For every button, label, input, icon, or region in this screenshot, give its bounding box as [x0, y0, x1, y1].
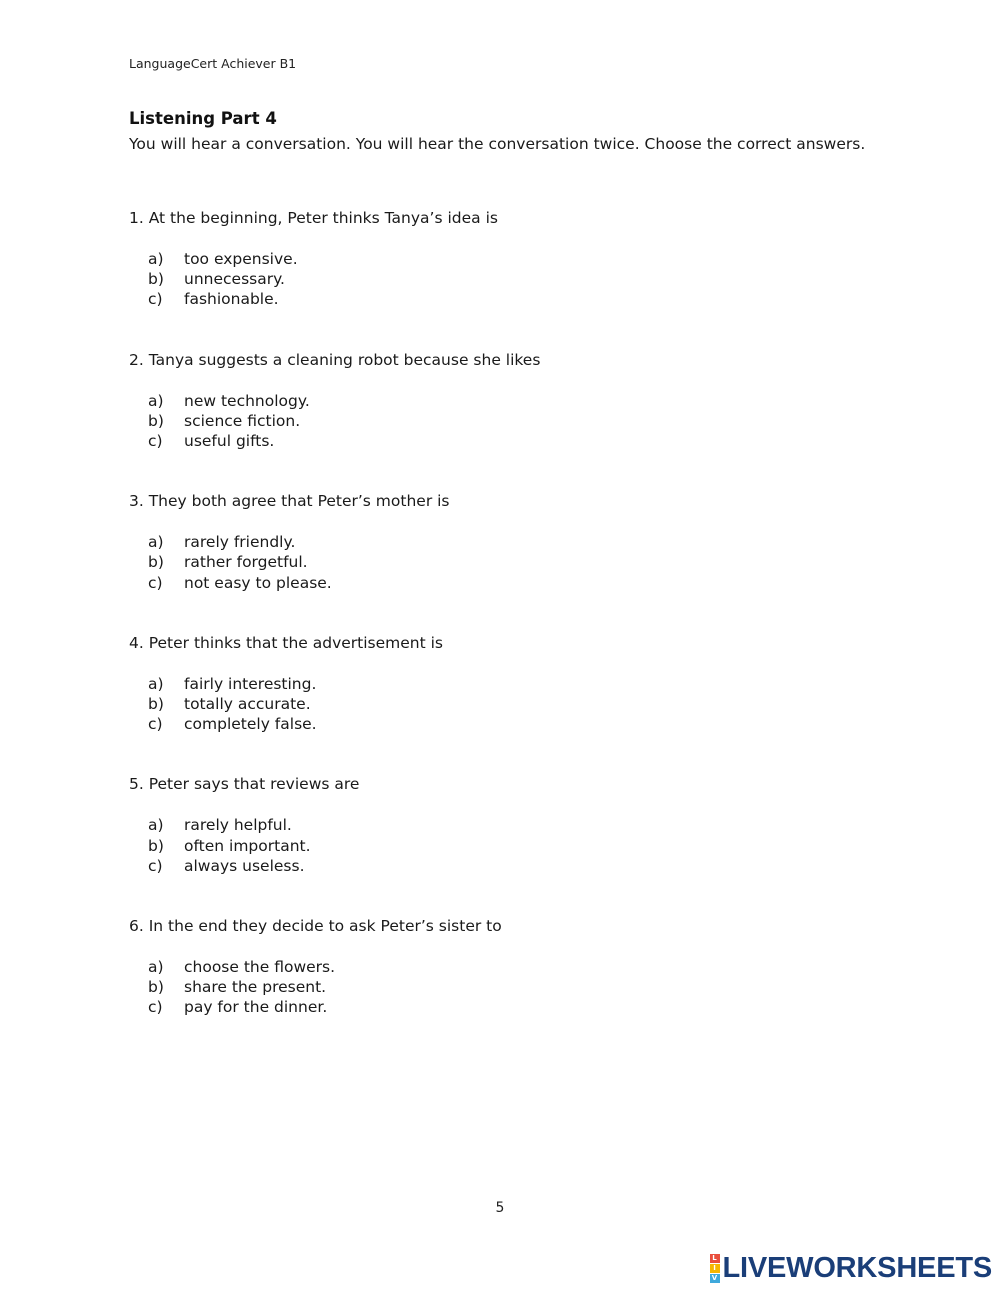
- option-text: rather forgetful.: [184, 553, 308, 572]
- answer-option[interactable]: [129, 269, 829, 289]
- logo-blocks: [710, 1254, 720, 1283]
- answer-option[interactable]: [129, 714, 829, 734]
- option-text: often important.: [184, 836, 311, 855]
- question-text: 6. In the end they decide to ask Peter’s sister to: [129, 917, 502, 935]
- option-text: not easy to please.: [184, 573, 332, 592]
- answer-option[interactable]: [129, 431, 829, 451]
- question-text: 2. Tanya suggests a cleaning robot because she likes: [129, 350, 541, 369]
- answer-option[interactable]: [129, 957, 829, 977]
- answer-option[interactable]: [129, 856, 829, 876]
- answer-options: [129, 674, 829, 735]
- option-text: choose the flowers.: [184, 958, 336, 976]
- question-4: [129, 633, 829, 735]
- option-letter: a): [148, 958, 164, 976]
- option-letter: b): [148, 978, 164, 997]
- answer-option[interactable]: [129, 815, 829, 835]
- answer-options: [129, 532, 829, 593]
- question-1: [129, 208, 829, 310]
- question-text: 4. Peter thinks that the advertisement is: [129, 633, 443, 652]
- option-letter: a): [148, 816, 164, 835]
- option-letter: a): [148, 674, 164, 693]
- answer-option[interactable]: [129, 411, 829, 431]
- logo-block: I: [710, 1264, 720, 1273]
- answer-option[interactable]: [129, 391, 829, 411]
- answer-option[interactable]: [129, 977, 829, 997]
- liveworksheets-logo: [710, 1253, 993, 1283]
- option-letter: c): [148, 431, 163, 450]
- option-text: rarely helpful.: [184, 816, 292, 835]
- option-letter: c): [148, 856, 163, 875]
- option-letter: b): [148, 694, 164, 713]
- answer-option[interactable]: [129, 532, 829, 552]
- answer-option[interactable]: [129, 289, 829, 309]
- option-text: too expensive.: [184, 250, 298, 268]
- question-6: [129, 916, 829, 1018]
- question-text: 1. At the beginning, Peter thinks Tanya’s idea is: [129, 209, 498, 227]
- answer-options: [129, 815, 829, 876]
- answer-option[interactable]: [129, 836, 829, 856]
- option-text: new technology.: [184, 391, 310, 410]
- option-text: pay for the dinner.: [184, 998, 328, 1017]
- option-letter: b): [148, 270, 164, 289]
- option-text: rarely friendly.: [184, 533, 296, 552]
- logo-block: L: [710, 1254, 720, 1263]
- option-letter: b): [148, 411, 164, 430]
- running-header: LanguageCert Achiever B1: [129, 56, 297, 71]
- section-title: Listening Part 4: [129, 109, 277, 128]
- option-letter: a): [148, 533, 164, 552]
- section-instructions: You will hear a conversation. You will hear the conversation twice. Choose the correct answers.: [129, 135, 866, 153]
- logo-block: V: [710, 1274, 720, 1283]
- question-2: [129, 350, 829, 452]
- question-text: 5. Peter says that reviews are: [129, 775, 360, 794]
- option-text: unnecessary.: [184, 270, 285, 289]
- option-letter: a): [148, 250, 164, 268]
- page-number: 5: [495, 1200, 505, 1216]
- option-letter: b): [148, 553, 164, 572]
- option-text: fairly interesting.: [184, 674, 317, 693]
- option-letter: a): [148, 391, 164, 410]
- option-text: fashionable.: [184, 290, 279, 309]
- option-letter: c): [148, 998, 163, 1017]
- option-letter: c): [148, 573, 163, 592]
- answer-option[interactable]: [129, 573, 829, 593]
- answer-option[interactable]: [129, 552, 829, 572]
- question-5: [129, 774, 829, 876]
- question-text: 3. They both agree that Peter’s mother is: [129, 492, 450, 511]
- option-letter: b): [148, 836, 164, 855]
- option-letter: c): [148, 715, 163, 734]
- option-letter: c): [148, 290, 163, 309]
- option-text: totally accurate.: [184, 694, 311, 713]
- option-text: always useless.: [184, 856, 305, 875]
- answer-option[interactable]: [129, 997, 829, 1017]
- answer-options: [129, 249, 829, 310]
- option-text: useful gifts.: [184, 431, 275, 450]
- logo-wordmark: LIVEWORKSHEETS: [722, 1252, 992, 1284]
- answer-option[interactable]: [129, 674, 829, 694]
- option-text: share the present.: [184, 978, 327, 997]
- answer-options: [129, 957, 829, 1018]
- option-text: science fiction.: [184, 411, 301, 430]
- option-text: completely false.: [184, 715, 317, 734]
- question-3: [129, 491, 829, 593]
- answer-options: [129, 391, 829, 452]
- answer-option[interactable]: [129, 249, 829, 269]
- answer-option[interactable]: [129, 694, 829, 714]
